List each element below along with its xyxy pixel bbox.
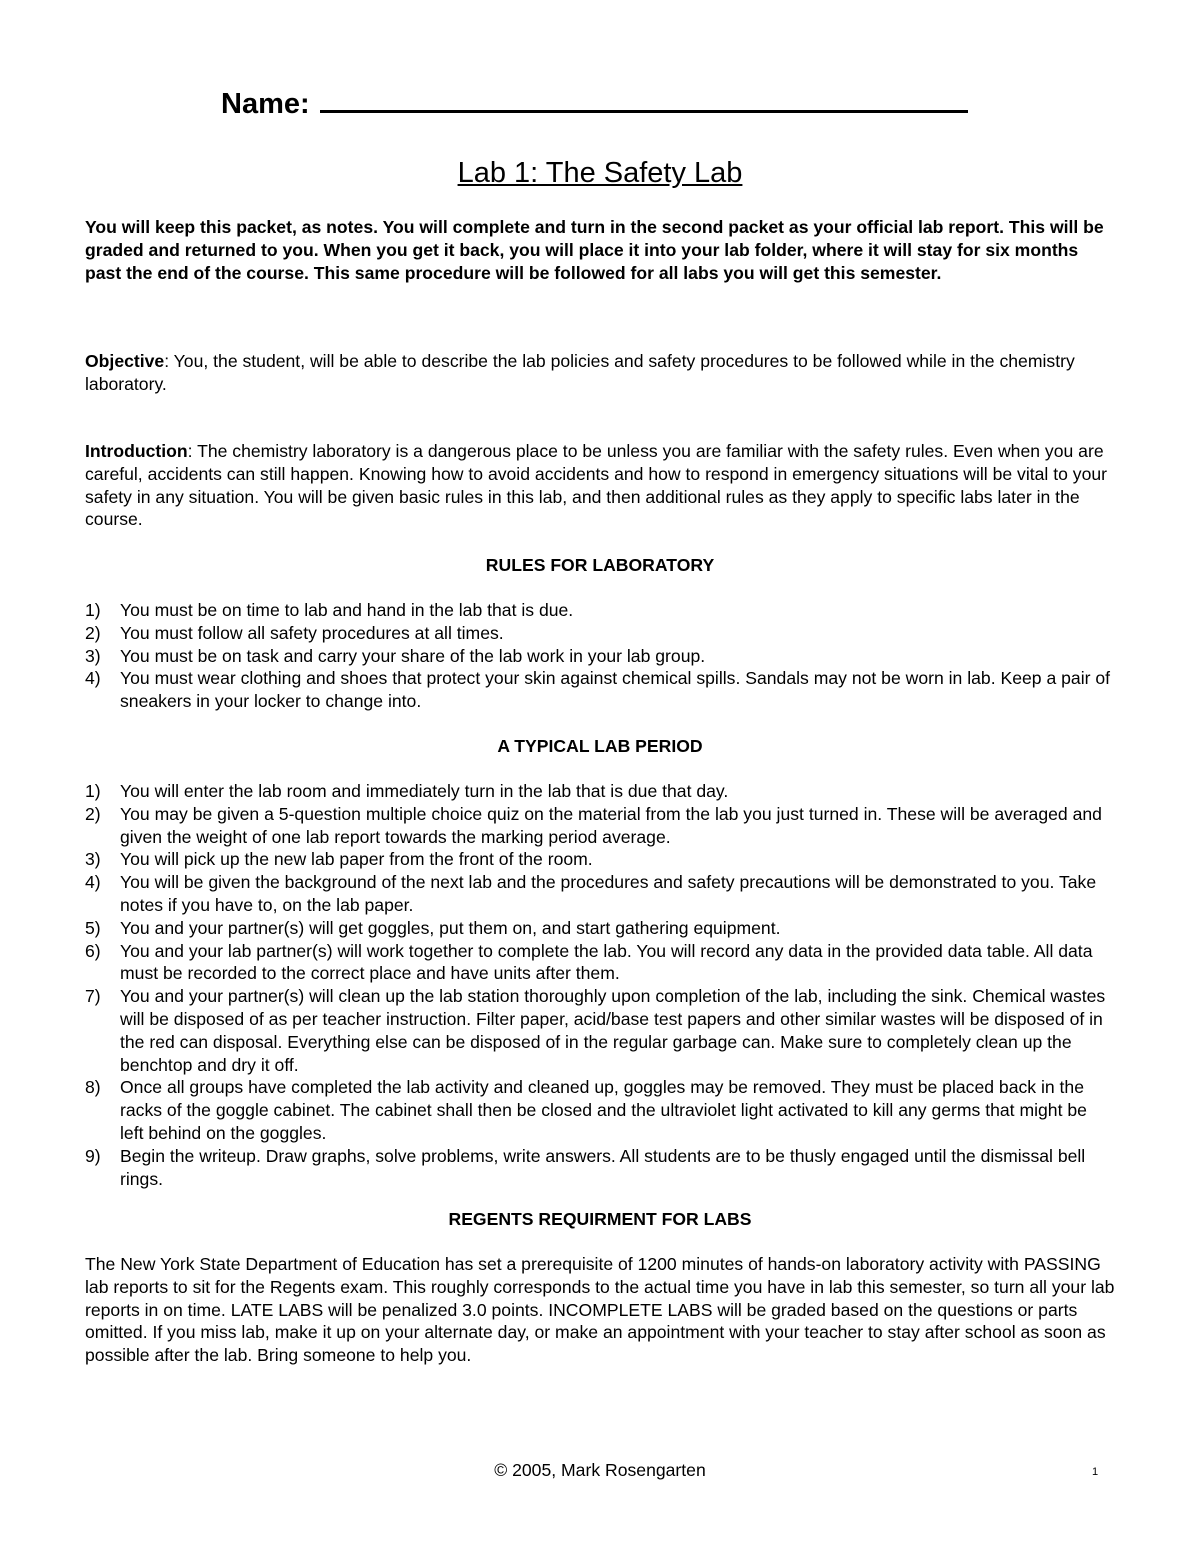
page-title: Lab 1: The Safety Lab <box>457 157 743 189</box>
list-number: 2) <box>85 803 101 824</box>
list-number: 9) <box>85 1145 101 1166</box>
page-number: 1 <box>1092 1466 1099 1478</box>
list-text: You and your partner(s) will clean up the lab station thoroughly upon completion of the lab, including the sink. Chemical wastes will be disposed of as per teacher instruction. Filter paper, acid/base test papers and other similar wastes will be disposed of in the red can disposal. Everything else can be disposed of in the regular garbage can. Make sure to completely clean up the benchtop and dry it off. <box>120 986 1106 1075</box>
packet-instructions: You will keep this packet, as notes. You will complete and turn in the second packet as your official lab report. This will be graded and returned to you. When you get it back, you will place it into your lab folder, where it will stay for six months past the end of the course. This same procedure will be followed for all labs you will get this semester. <box>85 217 1104 283</box>
name-field <box>221 86 968 121</box>
list-number: 2) <box>85 622 101 643</box>
objective-paragraph <box>85 350 1115 396</box>
list-item <box>85 940 1115 986</box>
list-text: You must be on time to lab and hand in the lab that is due. <box>120 600 574 620</box>
list-number: 5) <box>85 917 101 938</box>
list-item <box>85 803 1115 849</box>
list-item <box>85 599 1115 622</box>
rules-list <box>85 599 1115 713</box>
typical-lab-heading: A TYPICAL LAB PERIOD <box>497 736 703 756</box>
list-text: Once all groups have completed the lab activity and cleaned up, goggles may be removed. They must be placed back in the racks of the goggle cabinet. The cabinet shall then be closed and the ultraviolet light activated to kill any germs that might be left behind on the goggles. <box>120 1077 1087 1143</box>
list-item <box>85 667 1115 713</box>
list-item <box>85 622 1115 645</box>
list-number: 3) <box>85 849 101 870</box>
list-item <box>85 1076 1115 1144</box>
list-text: You must follow all safety procedures at all times. <box>120 622 504 643</box>
list-text: You will enter the lab room and immediately turn in the lab that is due that day. <box>120 781 729 801</box>
list-text: You must be on task and carry your share of the lab work in your lab group. <box>120 645 706 666</box>
list-number: 6) <box>85 940 101 961</box>
list-text: You will be given the background of the next lab and the procedures and safety precautions will be demonstrated to you. Take notes if you have to, on the lab paper. <box>120 872 1097 915</box>
list-number: 3) <box>85 645 101 666</box>
list-text: You must wear clothing and shoes that protect your skin against chemical spills. Sandals may not be worn in lab. Keep a pair of sneakers in your locker to change into. <box>120 668 1111 712</box>
name-blank-line <box>320 86 968 113</box>
list-text: You and your partner(s) will get goggles, put them on, and start gathering equipment. <box>120 917 781 938</box>
introduction-label: Introduction <box>85 441 188 461</box>
copyright-footer: © 2005, Mark Rosengarten <box>494 1460 706 1480</box>
rules-heading: RULES FOR LABORATORY <box>485 555 715 575</box>
list-item <box>85 848 1115 871</box>
list-text: You may be given a 5-question multiple choice quiz on the material from the lab you just turned in. These will be averaged and given the weight of one lab report towards the marking period average. <box>120 803 1102 847</box>
list-item <box>85 1145 1115 1191</box>
list-text: You will pick up the new lab paper from the front of the room. <box>120 849 593 870</box>
objective-text: : You, the student, will be able to describe the lab policies and safety procedures to be followed while in the chemistry laboratory. <box>85 351 1075 394</box>
list-number: 1) <box>85 781 101 801</box>
list-item <box>85 871 1115 917</box>
objective-label: Objective <box>85 351 165 371</box>
list-number: 4) <box>85 872 101 893</box>
list-text: Begin the writeup. Draw graphs, solve problems, write answers. All students are to be thusly engaged until the dismissal bell rings. <box>120 1145 1086 1189</box>
regents-paragraph: The New York State Department of Education has set a prerequisite of 1200 minutes of hands-on laboratory activity with PASSING lab reports to sit for the Regents exam. This roughly corresponds to the actual time you have in lab this semester, so turn all your lab reports in on time. LATE LABS will be penalized 3.0 points. INCOMPLETE LABS will be graded based on the questions or parts omitted. If you miss lab, make it up on your alternate day, or make an appointment with your teacher to stay after school as soon as possible after the lab. Bring someone to help you. <box>85 1254 1115 1366</box>
introduction-text: : The chemistry laboratory is a dangerous place to be unless you are familiar with the safety rules. Even when you are careful, accidents can still happen. Knowing how to avoid accidents and how to respond in emergency situations will be vital to your safety in any situation. You will be given basic rules in this lab, and then additional rules as they apply to specific labs later in the course. <box>85 441 1107 530</box>
list-number: 4) <box>85 668 101 689</box>
list-text: You and your lab partner(s) will work together to complete the lab. You will record any data in the provided data table. All data must be recorded to the correct place and have units after them. <box>120 940 1093 984</box>
list-item <box>85 780 1115 803</box>
list-number: 7) <box>85 986 101 1007</box>
list-item <box>85 645 1115 668</box>
list-number: 1) <box>85 600 101 620</box>
list-item <box>85 917 1115 940</box>
name-label: Name: <box>221 88 310 120</box>
regents-heading: REGENTS REQUIRMENT FOR LABS <box>448 1209 752 1229</box>
list-number: 8) <box>85 1077 101 1098</box>
typical-lab-list <box>85 780 1115 1190</box>
introduction-paragraph <box>85 440 1115 531</box>
list-item <box>85 985 1115 1076</box>
